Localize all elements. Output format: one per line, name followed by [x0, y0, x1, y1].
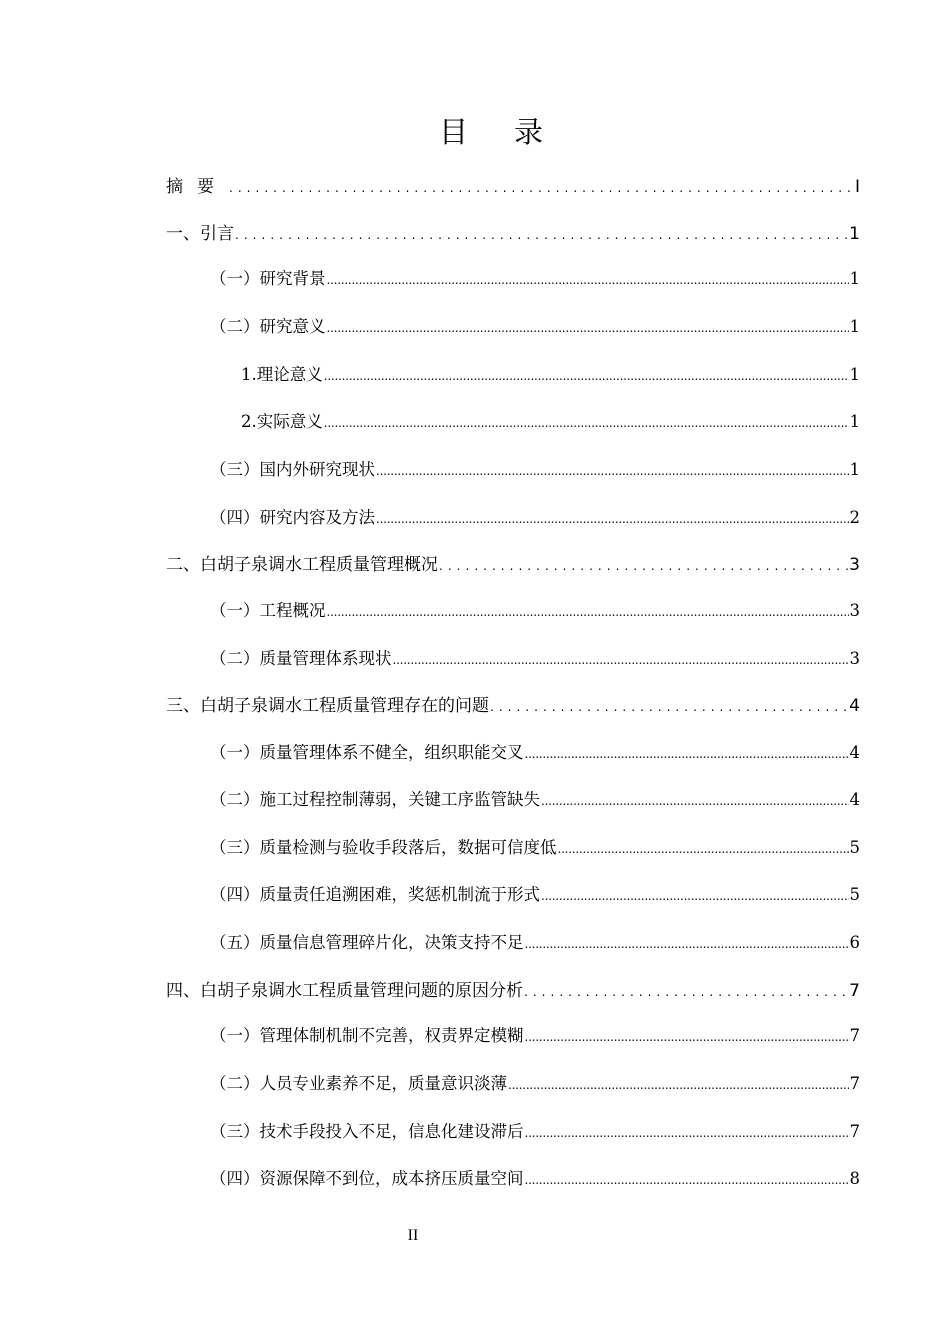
toc-entry-section[interactable] — [210, 740, 860, 766]
toc-dot-leader — [525, 1023, 849, 1050]
toc-entry-section[interactable] — [210, 314, 860, 340]
toc-entry-section[interactable] — [210, 457, 860, 483]
toc-entry-page: 5 — [849, 885, 860, 904]
toc-entry-label: （四）资源保障不到位，成本挤压质量空间 — [210, 1169, 524, 1188]
toc-entry-page: 1 — [849, 412, 860, 431]
toc-entry-page: 2 — [849, 508, 860, 527]
toc-entry-label: 二、白胡子泉调水工程质量管理概况 — [166, 555, 438, 575]
toc-entry-page: 7 — [849, 981, 860, 1001]
toc-entry-page: 4 — [849, 790, 860, 809]
toc-entry-label: （一）工程概况 — [210, 601, 326, 620]
toc-dot-leader — [439, 552, 848, 579]
toc-entry-page: 1 — [849, 460, 860, 479]
toc-entry-label: 摘要 — [166, 177, 228, 197]
toc-entry-subsection[interactable] — [241, 409, 860, 435]
toc-entry-label: （二）人员专业素养不足，质量意识淡薄 — [210, 1074, 507, 1093]
toc-entry-label: （五）质量信息管理碎片化，决策支持不足 — [210, 933, 524, 952]
toc-dot-leader — [524, 978, 848, 1005]
toc-dot-leader — [490, 693, 848, 720]
toc-entry-page: 8 — [849, 1169, 860, 1188]
toc-entry-page: 4 — [849, 743, 860, 762]
toc-dot-leader — [525, 930, 849, 957]
toc-entry-label: （二）研究意义 — [210, 317, 326, 336]
toc-dot-leader — [327, 598, 849, 625]
toc-entry-label: （三）技术手段投入不足，信息化建设滞后 — [210, 1122, 524, 1141]
toc-entry-section[interactable] — [210, 598, 860, 624]
toc-entry-label: 三、白胡子泉调水工程质量管理存在的问题 — [166, 696, 489, 716]
toc-entry-section[interactable] — [210, 646, 860, 672]
toc-dot-leader — [327, 266, 849, 293]
toc-entry-section[interactable] — [210, 835, 860, 861]
toc-dot-leader — [376, 457, 849, 484]
toc-dot-leader — [229, 174, 854, 201]
toc-title: 目录 — [438, 115, 589, 149]
toc-dot-leader — [541, 787, 849, 814]
toc-entry-section[interactable] — [210, 266, 860, 292]
toc-entry-section[interactable] — [210, 930, 860, 956]
toc-dot-leader — [525, 1119, 849, 1146]
toc-entry-page: 4 — [849, 696, 860, 716]
toc-entry-section[interactable] — [210, 787, 860, 813]
toc-entry-label: 一、引言 — [166, 224, 234, 244]
toc-entry-label: 2.实际意义 — [241, 412, 323, 431]
toc-entry-abstract[interactable] — [166, 174, 860, 200]
toc-entry-page: 7 — [849, 1074, 860, 1093]
toc-entry-page: 1 — [849, 224, 860, 244]
toc-dot-leader — [525, 740, 849, 767]
toc-entry-label: （三）质量检测与验收手段落后，数据可信度低 — [210, 838, 557, 857]
toc-dot-leader — [558, 835, 849, 862]
toc-dot-leader — [324, 409, 849, 436]
toc-entry-section[interactable] — [210, 1119, 860, 1145]
toc-entry-label: 1.理论意义 — [241, 365, 323, 384]
toc-entry-section[interactable] — [210, 1071, 860, 1097]
toc-entry-label: （二）施工过程控制薄弱，关键工序监管缺失 — [210, 790, 540, 809]
toc-entry-section[interactable] — [210, 505, 860, 531]
toc-entry-page: 7 — [849, 1026, 860, 1045]
toc-entry-section[interactable] — [210, 1023, 860, 1049]
toc-entry-page: 7 — [849, 1122, 860, 1141]
toc-entry-page: 5 — [849, 838, 860, 857]
toc-entry-page: 1 — [849, 317, 860, 336]
toc-dot-leader — [393, 646, 849, 673]
toc-entry-label: （一）质量管理体系不健全，组织职能交叉 — [210, 743, 524, 762]
toc-entry-label: （四）研究内容及方法 — [210, 508, 375, 527]
toc-entry-chapter-4[interactable] — [166, 978, 860, 1004]
toc-entry-label: （四）质量责任追溯困难，奖惩机制流于形式 — [210, 885, 540, 904]
toc-entry-label: 四、白胡子泉调水工程质量管理问题的原因分析 — [166, 981, 523, 1001]
toc-dot-leader — [324, 362, 849, 389]
toc-dot-leader — [525, 1166, 849, 1193]
toc-entry-label: （三）国内外研究现状 — [210, 460, 375, 479]
toc-entry-page: 1 — [849, 269, 860, 288]
toc-entry-label: （二）质量管理体系现状 — [210, 649, 392, 668]
toc-entry-page: 6 — [849, 933, 860, 952]
toc-entry-page: 1 — [849, 365, 860, 384]
toc-entry-subsection[interactable] — [241, 362, 860, 388]
toc-entry-page: 3 — [849, 555, 860, 575]
footer-page-number: II — [407, 1227, 419, 1244]
toc-entry-page: I — [854, 177, 860, 197]
toc-dot-leader — [376, 505, 849, 532]
toc-entry-chapter-1[interactable] — [166, 221, 860, 247]
toc-entry-label: （一）研究背景 — [210, 269, 326, 288]
toc-entry-chapter-3[interactable] — [166, 693, 860, 719]
toc-dot-leader — [235, 221, 848, 248]
toc-dot-leader — [541, 882, 849, 909]
toc-dot-leader — [327, 314, 849, 341]
toc-entry-chapter-2[interactable] — [166, 552, 860, 578]
toc-entry-section[interactable] — [210, 1166, 860, 1192]
toc-entry-page: 3 — [849, 649, 860, 668]
toc-entry-section[interactable] — [210, 882, 860, 908]
toc-dot-leader — [508, 1071, 849, 1098]
toc-entry-label: （一）管理体制机制不完善，权责界定模糊 — [210, 1026, 524, 1045]
toc-entry-page: 3 — [849, 601, 860, 620]
